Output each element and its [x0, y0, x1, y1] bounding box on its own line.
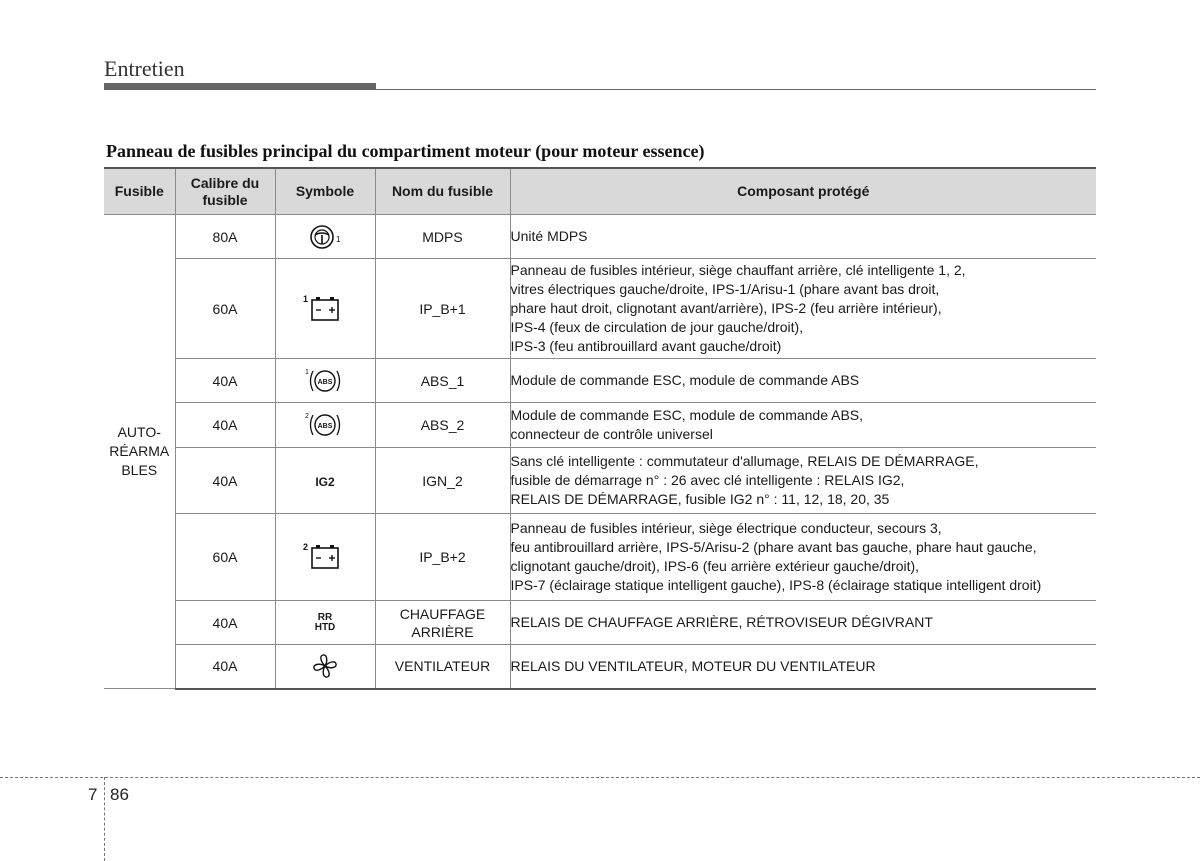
- symbol-index: 1: [303, 293, 309, 304]
- steering-wheel-icon: [300, 222, 350, 252]
- symbol-cell: [275, 601, 375, 645]
- footer-dashed-rule: [0, 777, 1200, 778]
- header-rule-thin: [376, 89, 1096, 90]
- symbol-cell: [275, 215, 375, 259]
- symbol-cell: [275, 448, 375, 514]
- symbol-label: ABS: [317, 423, 333, 430]
- symbol-label: ABS: [317, 378, 333, 386]
- calibre-cell: 40A: [175, 601, 275, 645]
- column-header-fusible: Fusible: [104, 168, 175, 215]
- symbol-index: 1: [305, 368, 309, 376]
- symbol-cell: [275, 359, 375, 403]
- component-cell: Module de commande ESC, module de commande ABS, connecteur de contrôle universel: [510, 403, 1096, 448]
- column-header-composant: Composant protégé: [510, 168, 1096, 215]
- column-header-symbole: Symbole: [275, 168, 375, 215]
- table-row: [104, 514, 1096, 601]
- header-rule-thick: [104, 83, 376, 90]
- component-cell: Module de commande ESC, module de commande ABS: [510, 359, 1096, 403]
- symbol-index: 2: [303, 542, 309, 552]
- fuse-name-cell: ABS_2: [375, 403, 510, 448]
- calibre-cell: 40A: [175, 403, 275, 448]
- table-header-row: [104, 168, 1096, 215]
- column-header-calibre: Calibre du fusible: [175, 168, 275, 215]
- abs-icon: [300, 366, 350, 396]
- table-row: [104, 403, 1096, 448]
- rr-htd-label: RR HTD: [314, 611, 336, 633]
- fusible-group-cell: AUTO- RÉARMA BLES: [104, 215, 175, 689]
- fuse-name-cell: MDPS: [375, 215, 510, 259]
- component-cell: RELAIS DE CHAUFFAGE ARRIÈRE, RÉTROVISEUR DÉGIVRANT: [510, 601, 1096, 645]
- symbol-index: 2: [305, 413, 309, 420]
- chapter-number: 7: [88, 785, 98, 804]
- table-row: [104, 645, 1096, 689]
- fuse-name-cell: IP_B+1: [375, 259, 510, 359]
- table-row: [104, 359, 1096, 403]
- column-header-nom: Nom du fusible: [375, 168, 510, 215]
- fuse-name-cell: ABS_1: [375, 359, 510, 403]
- component-cell: Unité MDPS: [510, 215, 1096, 259]
- section-title: Entretien: [104, 56, 185, 81]
- ig2-label: IG2: [315, 474, 335, 489]
- symbol-cell: [275, 259, 375, 359]
- battery-icon: [300, 293, 350, 325]
- component-cell: RELAIS DU VENTILATEUR, MOTEUR DU VENTILATEUR: [510, 645, 1096, 689]
- battery-icon: [300, 541, 350, 573]
- calibre-cell: 80A: [175, 215, 275, 259]
- table-title: Panneau de fusibles principal du compartiment moteur (pour moteur essence): [106, 141, 705, 161]
- calibre-cell: 60A: [175, 514, 275, 601]
- fuse-name-cell: IGN_2: [375, 448, 510, 514]
- component-cell: Panneau de fusibles intérieur, siège chauffant arrière, clé intelligente 1, 2, vitres électriques gauche/droite, IPS-1/Arisu-1 (phare avant bas droit, phare haut droit, clignotant avant/arrière), IPS-2 (feu arrière intérieur), IPS-4 (feux de circulation de jour gauche/droit), IPS-3 (feu antibrouillard avant gauche/droit): [510, 259, 1096, 359]
- footer-dashed-divider: [104, 777, 105, 861]
- page-number: 86: [110, 785, 129, 804]
- symbol-index: 1: [336, 234, 341, 244]
- table-row: [104, 215, 1096, 259]
- calibre-cell: 40A: [175, 359, 275, 403]
- table-row: [104, 601, 1096, 645]
- table-row: [104, 259, 1096, 359]
- abs-icon: [300, 410, 350, 440]
- fuse-name-cell: VENTILATEUR: [375, 645, 510, 689]
- fuse-name-cell: CHAUFFAGE ARRIÈRE: [375, 601, 510, 645]
- fan-icon: [300, 651, 350, 681]
- table-row: [104, 448, 1096, 514]
- component-cell: Sans clé intelligente : commutateur d'allumage, RELAIS DE DÉMARRAGE, fusible de démarrage n° : 26 avec clé intelligente : RELAIS IG2, RELAIS DE DÉMARRAGE, fusible IG2 n° : 11, 12, 18, 20, 35: [510, 448, 1096, 514]
- symbol-cell: [275, 403, 375, 448]
- calibre-cell: 40A: [175, 645, 275, 689]
- fuse-name-cell: IP_B+2: [375, 514, 510, 601]
- calibre-cell: 40A: [175, 448, 275, 514]
- symbol-cell: [275, 645, 375, 689]
- component-cell: Panneau de fusibles intérieur, siège électrique conducteur, secours 3, feu antibrouillard arrière, IPS-5/Arisu-2 (phare avant bas gauche, phare haut gauche, clignotant gauche/droit), IPS-6 (feu arrière extérieur gauche/droit), IPS-7 (éclairage statique intelligent gauche), IPS-8 (éclairage statique intelligent droit): [510, 514, 1096, 601]
- calibre-cell: 60A: [175, 259, 275, 359]
- symbol-cell: [275, 514, 375, 601]
- fuse-table: [104, 167, 1096, 690]
